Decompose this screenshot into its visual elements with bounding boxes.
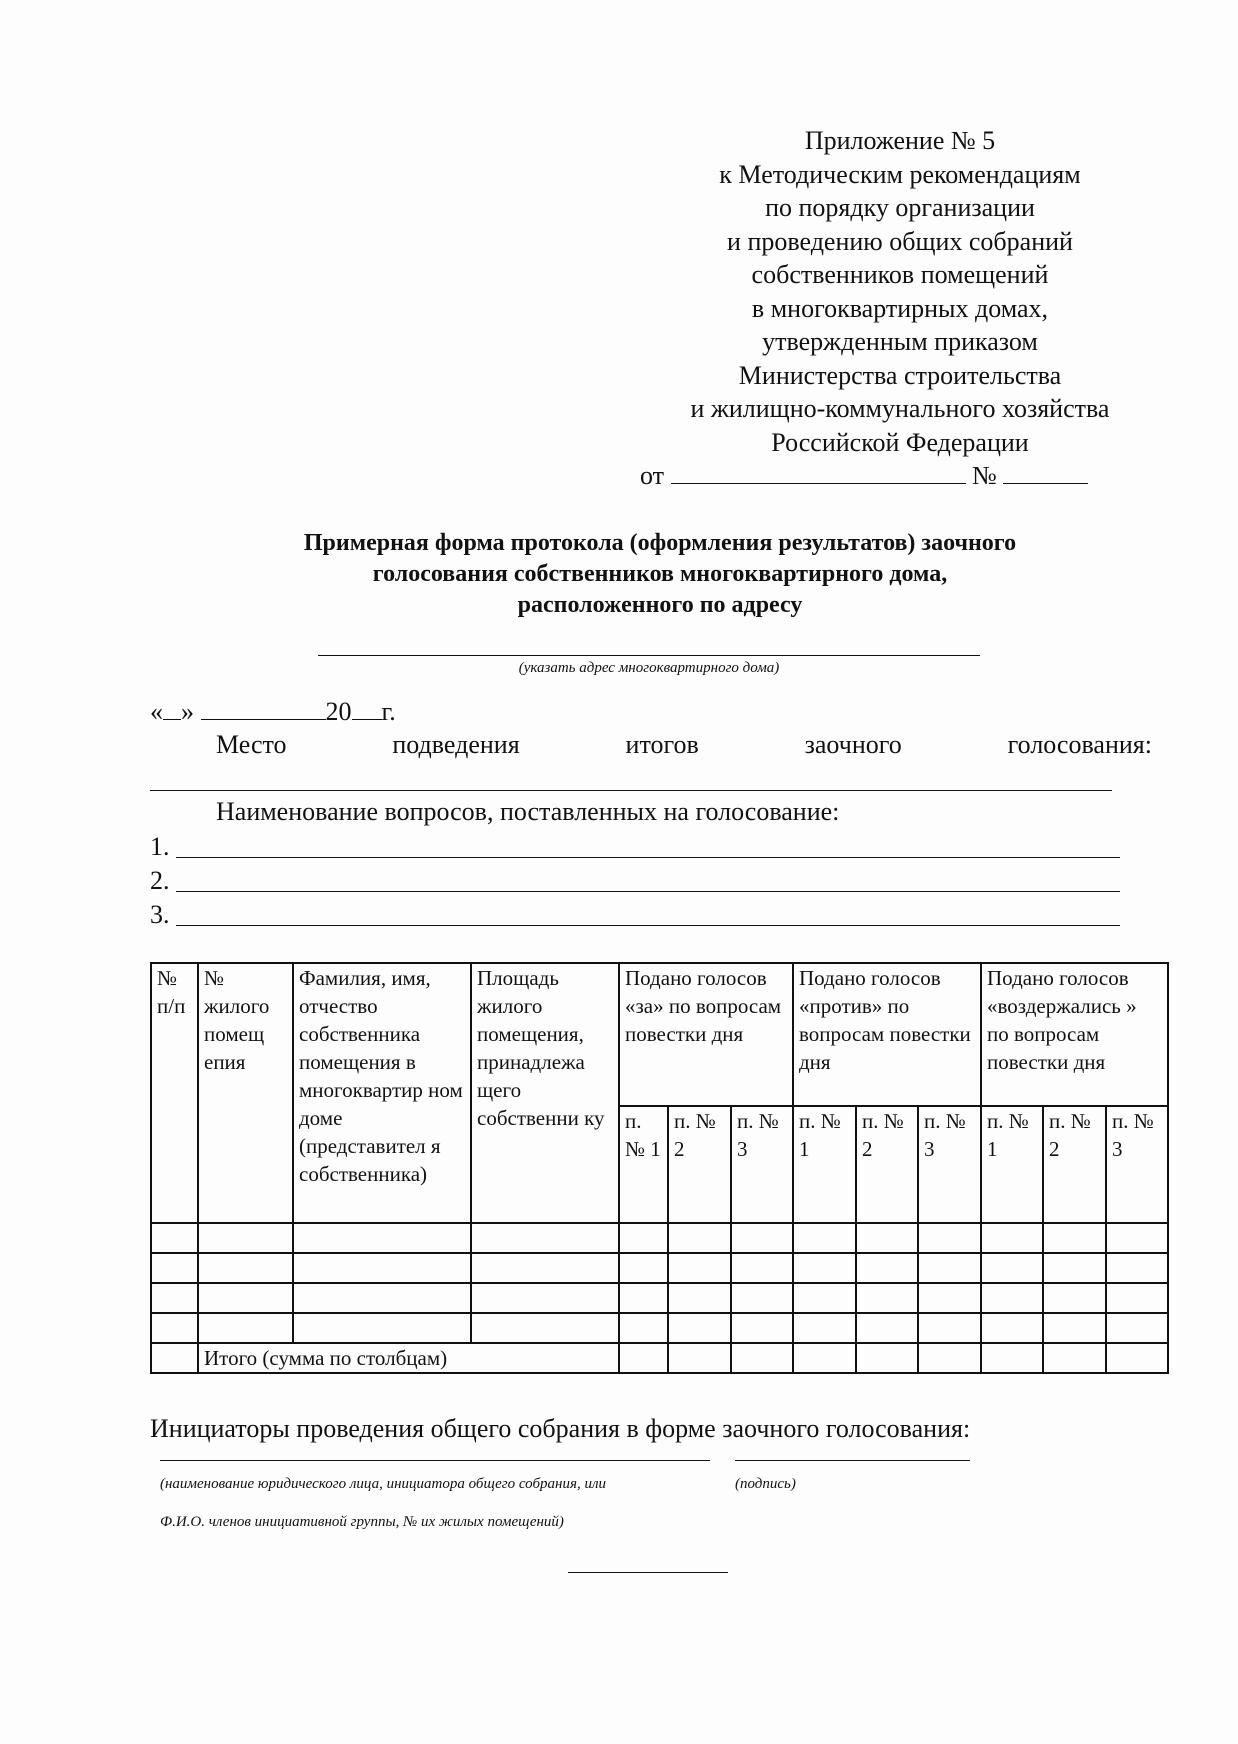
appendix-line: в многоквартирных домах, (751, 293, 1049, 323)
word: голосования: (1007, 730, 1152, 759)
subheader: п. № 1 (619, 1106, 668, 1223)
table-cell (1106, 1283, 1168, 1313)
header-room: № жилого помещ епия (198, 963, 293, 1223)
table-cell (1043, 1283, 1106, 1313)
quote-open: « (150, 697, 163, 726)
title-line: Примерная форма протокола (оформления результатов) заочного (303, 530, 1017, 556)
total-row (151, 1343, 1168, 1373)
table-cell (1043, 1253, 1106, 1283)
question-3-label: 3. (150, 900, 170, 929)
number-label: № (972, 461, 997, 490)
title-line: голосования собственников многоквартирного дома, (372, 561, 948, 587)
table-cell (981, 1223, 1043, 1253)
table-row (151, 1253, 1168, 1283)
cell (1043, 1343, 1106, 1373)
table-cell (471, 1223, 619, 1253)
date-line (150, 697, 396, 727)
table-cell (731, 1283, 793, 1313)
question-2-blank (176, 891, 1120, 892)
table-cell (198, 1253, 293, 1283)
number-blank (1003, 483, 1088, 484)
table-cell (981, 1313, 1043, 1343)
header-owner: Фамилия, имя, отчество собственника помещения в многоквартир ном доме (представител я собственника) (293, 963, 471, 1223)
cell (731, 1343, 793, 1373)
question-1-blank (176, 857, 1120, 858)
table-cell (731, 1313, 793, 1343)
table-cell (1106, 1253, 1168, 1283)
total-label: Итого (сумма по столбцам) (198, 1343, 619, 1373)
appendix-date-number (640, 459, 1160, 493)
table-row (151, 1283, 1168, 1313)
table-cell (198, 1223, 293, 1253)
table-cell (731, 1253, 793, 1283)
table-cell (151, 1253, 198, 1283)
table-cell (619, 1283, 668, 1313)
table-cell (1043, 1313, 1106, 1343)
header-abstain: Подано голосов «воздержались » по вопросам повестки дня (981, 963, 1168, 1106)
table-cell (619, 1253, 668, 1283)
table-cell (793, 1223, 856, 1253)
subheader: п. № 2 (1043, 1106, 1106, 1223)
table-cell (918, 1223, 981, 1253)
year-blank (352, 719, 382, 720)
table-cell (668, 1313, 731, 1343)
cell (151, 1343, 198, 1373)
table-cell (293, 1283, 471, 1313)
from-label: от (640, 461, 665, 490)
cell (918, 1343, 981, 1373)
table-cell (619, 1223, 668, 1253)
appendix-line: утвержденным приказом (762, 327, 1038, 356)
table-cell (471, 1253, 619, 1283)
month-blank (201, 719, 326, 720)
table-cell (918, 1313, 981, 1343)
initiator-hint-1: (наименование юридического лица, инициатора общего собрания, или (160, 1476, 606, 1492)
signature-hint: (подпись) (735, 1476, 796, 1492)
subheader: п. № 2 (856, 1106, 918, 1223)
appendix-line: по порядку организации (765, 193, 1035, 222)
initiator-name-blank (160, 1460, 710, 1461)
subheader: п. № 1 (981, 1106, 1043, 1223)
appendix-line: Российской Федерации (771, 427, 1029, 457)
word: подведения (392, 730, 520, 759)
appendix-line: и жилищно-коммунального хозяйства (690, 394, 1110, 423)
table-cell (198, 1283, 293, 1313)
table-row (151, 1223, 1168, 1253)
table-cell (668, 1253, 731, 1283)
table-cell (856, 1283, 918, 1313)
table-cell (793, 1283, 856, 1313)
questions-heading: Наименование вопросов, поставленных на голосование: (216, 797, 840, 826)
title-line: расположенного по адресу (517, 592, 803, 618)
cell (856, 1343, 918, 1373)
table-cell (856, 1223, 918, 1253)
table-cell (918, 1283, 981, 1313)
header-area: Площадь жилого помещения, принадлежа щего собственни ку (471, 963, 619, 1223)
table-cell (668, 1223, 731, 1253)
voting-results-table (150, 962, 1169, 1374)
appendix-line: Министерства строительства (738, 360, 1062, 390)
subheader: п. № 2 (668, 1106, 731, 1223)
word: Место (216, 730, 287, 759)
cell (619, 1343, 668, 1373)
table-cell (151, 1313, 198, 1343)
quote-close: » (181, 697, 194, 726)
table-cell (731, 1223, 793, 1253)
table-cell (151, 1223, 198, 1253)
subheader: п. № 3 (918, 1106, 981, 1223)
question-2-label: 2. (150, 866, 170, 895)
cell (793, 1343, 856, 1373)
subheader: п. № 3 (731, 1106, 793, 1223)
table-row (151, 1313, 1168, 1343)
place-blank (150, 790, 1112, 791)
signature-blank (735, 1460, 970, 1461)
table-cell (918, 1253, 981, 1283)
word: заочного (804, 730, 902, 759)
table-cell (293, 1223, 471, 1253)
table-cell (981, 1253, 1043, 1283)
table-cell (856, 1253, 918, 1283)
table-cell (668, 1283, 731, 1313)
table-cell (793, 1313, 856, 1343)
table-cell (293, 1253, 471, 1283)
address-blank (318, 655, 980, 656)
subheader: п. № 3 (1106, 1106, 1168, 1223)
table-cell (471, 1313, 619, 1343)
table-cell (981, 1283, 1043, 1313)
table-cell (1043, 1223, 1106, 1253)
table-cell (1106, 1313, 1168, 1343)
end-line (568, 1572, 728, 1573)
question-1-label: 1. (150, 832, 170, 861)
document-title (150, 528, 1170, 621)
address-hint: (указать адрес многоквартирного дома) (518, 660, 780, 676)
year-suffix: г. (381, 697, 396, 726)
year-prefix: 20 (325, 697, 352, 726)
initiator-hint-2: Ф.И.О. членов инициативной группы, № их жилых помещений) (160, 1514, 564, 1530)
appendix-line: собственников помещений (751, 260, 1049, 289)
header-num: № п/п (151, 963, 198, 1223)
table-cell (856, 1313, 918, 1343)
table-cell (198, 1313, 293, 1343)
cell (981, 1343, 1043, 1373)
question-3-blank (176, 925, 1120, 926)
table-cell (793, 1253, 856, 1283)
word: итогов (625, 730, 699, 759)
appendix-header (640, 124, 1160, 493)
cell (668, 1343, 731, 1373)
initiators-heading: Инициаторы проведения общего собрания в форме заочного голосования: (150, 1414, 971, 1443)
table-cell (471, 1283, 619, 1313)
appendix-line: к Методическим рекомендациям (719, 159, 1081, 189)
date-blank (671, 483, 966, 484)
subheader: п. № 1 (793, 1106, 856, 1223)
day-blank (163, 719, 181, 720)
table-cell (151, 1283, 198, 1313)
table-cell (293, 1313, 471, 1343)
appendix-line: и проведению общих собраний (727, 226, 1073, 256)
place-line (216, 730, 1152, 760)
header-against: Подано голосов «против» по вопросам повестки дня (793, 963, 981, 1106)
table-cell (619, 1313, 668, 1343)
header-for: Подано голосов «за» по вопросам повестки дня (619, 963, 793, 1106)
cell (1106, 1343, 1168, 1373)
table-cell (1106, 1223, 1168, 1253)
appendix-line: Приложение № 5 (804, 126, 996, 155)
